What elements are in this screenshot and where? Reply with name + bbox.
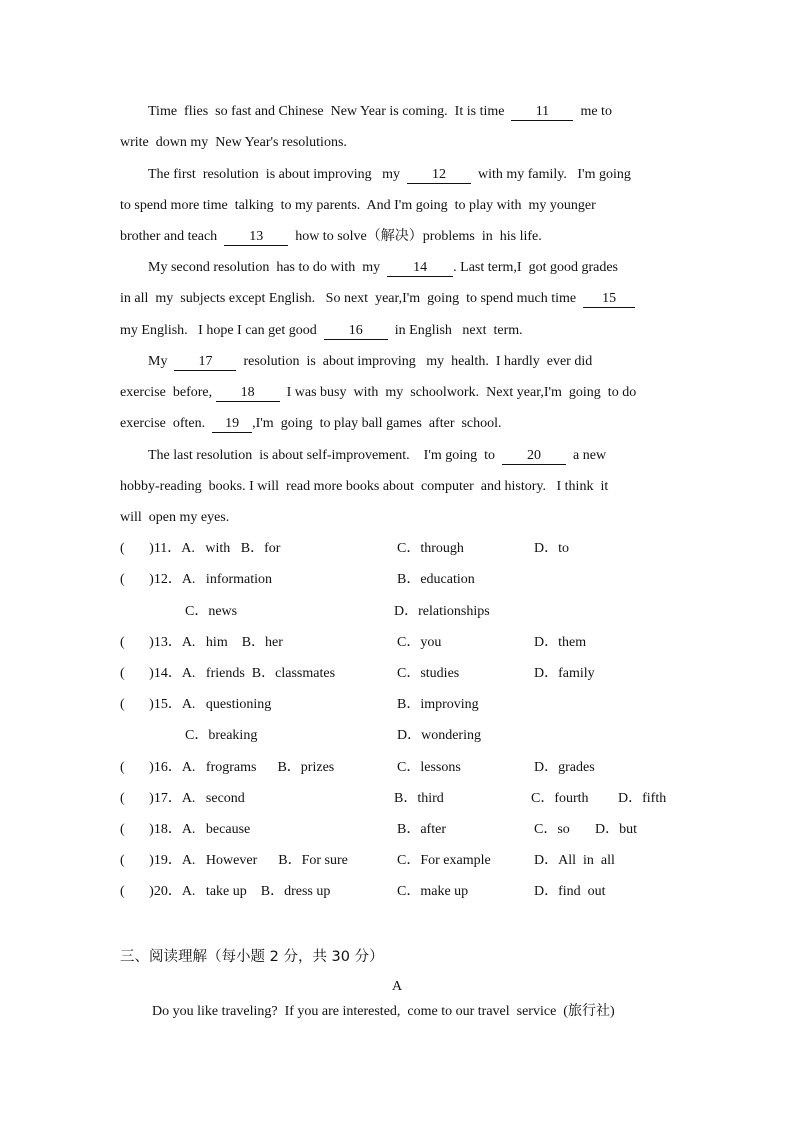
passage-line: to spend more time talking to my parents. And I'm going to play with my younger: [120, 198, 596, 213]
passage-line: my English. I hope I can get good 16 in English next term.: [120, 323, 523, 338]
blank-15: 15: [583, 291, 635, 308]
option-c: C．lessons: [397, 760, 461, 775]
passage-line: in all my subjects except English. So next year,I'm going to spend much time 15: [120, 290, 635, 308]
option-c: C．For example: [397, 853, 491, 868]
passage-line: My second resolution has to do with my 14 . Last term,I got good grades: [148, 260, 619, 275]
option-c: C．studies: [397, 666, 460, 681]
passage-line: exercise before, 18 I was busy with my schoolwork. Next year,I'm going to do: [120, 385, 637, 400]
option-b: B．education: [397, 572, 475, 587]
section-heading: 三、阅读理解（每小题 2 分，共 30 分）: [120, 949, 384, 965]
option-c: C．fourth: [531, 791, 589, 806]
blank-17: 17: [174, 354, 236, 371]
passage-line: exercise often. 19 ,I'm going to play ball games after school.: [120, 416, 502, 431]
option-c: C．news: [185, 604, 238, 619]
passage-line: Time flies so fast and Chinese New Year is coming. It is time 11 me to: [148, 104, 612, 119]
blank-20: 20: [502, 448, 566, 465]
option-d: D．family: [534, 666, 595, 681]
passage-line: will open my eyes.: [120, 510, 230, 525]
passage-line: My 17 resolution is about improving my health. I hardly ever did: [148, 354, 593, 369]
option-c: C．through: [397, 541, 464, 556]
option-c: C．breaking: [185, 728, 258, 743]
option-d: D．but: [595, 822, 637, 837]
passage-first-line: Do you like traveling? If you are interested, come to our travel service (旅行社): [152, 1004, 615, 1019]
option-c: C．make up: [397, 884, 469, 899]
option-d: D．to: [534, 541, 569, 556]
option-d: D．wondering: [397, 728, 481, 743]
passage-label: A: [391, 979, 403, 994]
option-d: D．relationships: [394, 604, 490, 619]
option-d: D．grades: [534, 760, 595, 775]
option-c: C．you: [397, 635, 442, 650]
blank-13: 13: [224, 229, 288, 246]
option-d: D．find out: [534, 884, 606, 899]
option-d: D．them: [534, 635, 587, 650]
blank-16: 16: [324, 323, 388, 340]
passage-line: The first resolution is about improving my 12 with my family. I'm going: [148, 167, 631, 182]
blank-18: 18: [216, 385, 280, 402]
passage-line: brother and teach 13 how to solve（解决）problems in his life.: [120, 229, 542, 244]
passage-line: The last resolution is about self-improvement. I'm going to 20 a new: [148, 448, 607, 463]
passage-line: hobby-reading books. I will read more books about computer and history. I think it: [120, 479, 609, 494]
blank-19: 19: [212, 416, 252, 433]
blank-14: 14: [387, 260, 453, 277]
option-d: D．fifth: [618, 791, 667, 806]
option-d: D．All in all: [534, 853, 615, 868]
passage-line: write down my New Year's resolutions.: [120, 135, 347, 150]
option-b: B．after: [397, 822, 446, 837]
option-b: B．improving: [397, 697, 479, 712]
blank-11: 11: [511, 104, 573, 121]
blank-12: 12: [407, 167, 471, 184]
option-b: B．third: [394, 791, 444, 806]
option-c: C．so: [534, 822, 570, 837]
